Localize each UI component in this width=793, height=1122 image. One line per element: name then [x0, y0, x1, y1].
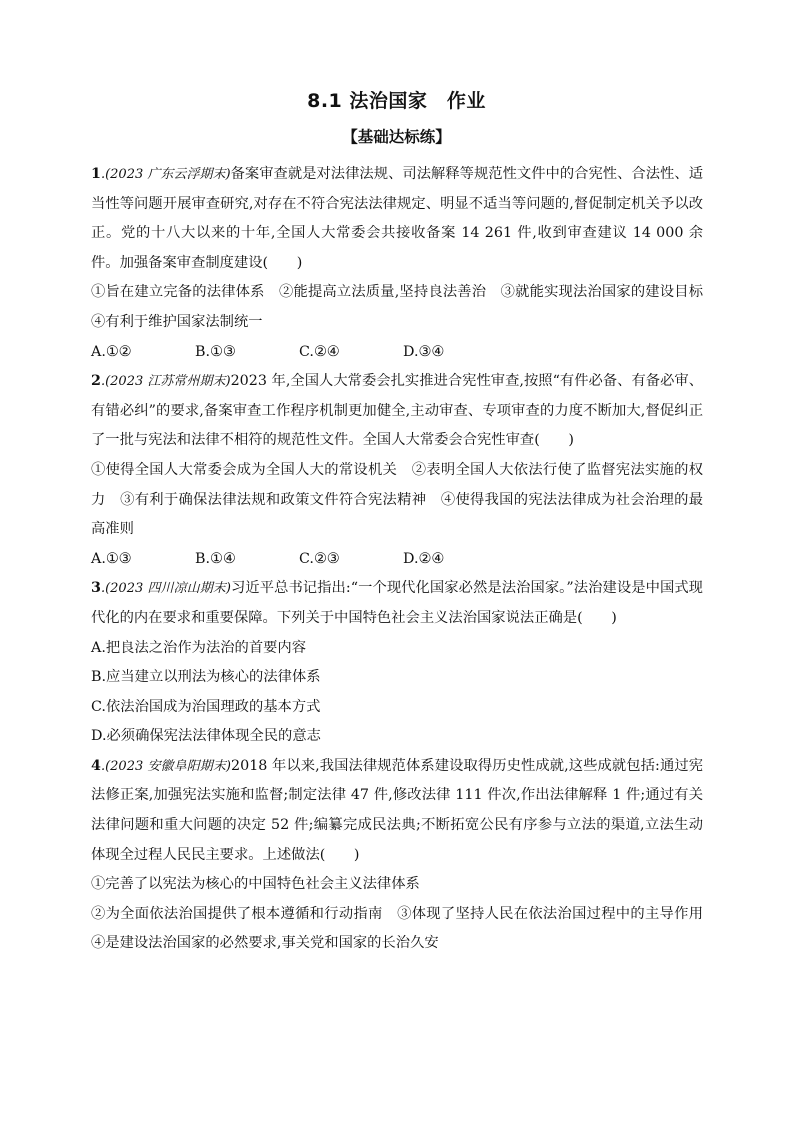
choice-b[interactable]: B.应当建立以刑法为核心的法律体系: [91, 669, 321, 686]
question-4: [91, 752, 718, 959]
section-heading: 【基础达标练】: [342, 128, 451, 146]
question-number: 1: [91, 166, 101, 182]
question-text: 2018 年以来,我国法律规范体系建设取得历史性成就,这些成就包括:通过宪法修正案,加强宪法实施和监督;制定法律 47 件,修改法律 111 件次,作出法律解释 1 件;通过有关法律问题和重大问题的决定 52 件;编纂完成民法典;不断拓宽公民有序参与立法的渠道,立法生动体现全过程人民民主要求。上述做法( ): [91, 757, 703, 863]
question-1-statements: ①旨在建立完备的法律体系 ②能提高立法质量,坚持良法善治 ③就能实现法治国家的建设目标 ④有利于维护国家法制统一: [91, 284, 718, 330]
option-b[interactable]: B.①③: [195, 343, 236, 360]
question-3-stem: [91, 574, 703, 633]
question-number: 4: [91, 757, 101, 774]
question-text: 2023 年,全国人大常委会扎实推进合宪性审查,按照“有件必备、有备必审、有错必纠”的要求,备案审查工作程序机制更加健全,主动审查、专项审查的力度不断加大,督促纠正了一批与宪法和法律不相符的规范性文件。全国人大常委会合宪性审查( ): [91, 373, 703, 449]
question-number: 3: [91, 580, 101, 597]
question-4-stem: [91, 752, 703, 870]
question-1-options: [91, 338, 703, 368]
option-a[interactable]: A.①②: [91, 343, 132, 360]
question-source: .(2023 江苏常州期末): [100, 374, 231, 390]
choice-d[interactable]: D.必须确保宪法法律体现全民的意志: [91, 728, 321, 745]
option-a[interactable]: A.①③: [91, 550, 132, 567]
page-title: 8.1 法治国家 作业: [307, 90, 486, 112]
question-4-statement-line-1: ①完善了以宪法为核心的中国特色社会主义法律体系: [91, 876, 420, 893]
question-source: .(2023 四川凉山期末): [100, 581, 231, 597]
option-b[interactable]: B.①④: [195, 550, 236, 567]
question-4-statement-line-2: ②为全面依法治国提供了根本遵循和行动指南 ③体现了坚持人民在依法治国过程中的主导作用 ④是建设法治国家的必然要求,事关党和国家的长治久安: [91, 905, 718, 952]
option-c[interactable]: C.②④: [299, 343, 340, 360]
choice-a[interactable]: A.把良法之治作为法治的首要内容: [91, 639, 307, 656]
question-3: [91, 574, 703, 752]
questions-container: [91, 160, 718, 959]
choice-c[interactable]: C.依法治国成为治国理政的基本方式: [91, 698, 321, 715]
option-c[interactable]: C.②③: [299, 550, 340, 567]
question-2: [91, 367, 703, 574]
option-d[interactable]: D.②④: [403, 550, 445, 567]
question-1: [91, 160, 718, 367]
question-2-options: [91, 545, 703, 575]
question-text: 备案审查就是对法律法规、司法解释等规范性文件中的合宪性、合法性、适当性等问题开展审查研究,对存在不符合宪法法律规定、明显不适当等问题的,督促制定机关予以改正。党的十八大以来的十年,全国人大常委会共接收备案 14 261 件,收到审查建议 14 000 余件。加强备案审查制度建设( ): [91, 166, 703, 271]
question-source: .(2023 安徽阜阳期末): [100, 758, 232, 774]
question-2-stem: [91, 367, 703, 456]
question-2-statements: ①使得全国人大常委会成为全国人大的常设机关 ②表明全国人大依法行使了监督宪法实施的权力 ③有利于确保法律法规和政策文件符合宪法精神 ④使得我国的宪法法律成为社会治理的最高准则: [91, 461, 703, 538]
option-d[interactable]: D.③④: [403, 343, 445, 360]
question-text: 习近平总书记指出:“一个现代化国家必然是法治国家。”法治建设是中国式现代化的内在要求和重要保障。下列关于中国特色社会主义法治国家说法正确是( ): [91, 580, 703, 626]
question-source: .(2023 广东云浮期末): [100, 167, 231, 182]
question-number: 2: [91, 373, 101, 390]
question-1-stem: [91, 160, 703, 278]
